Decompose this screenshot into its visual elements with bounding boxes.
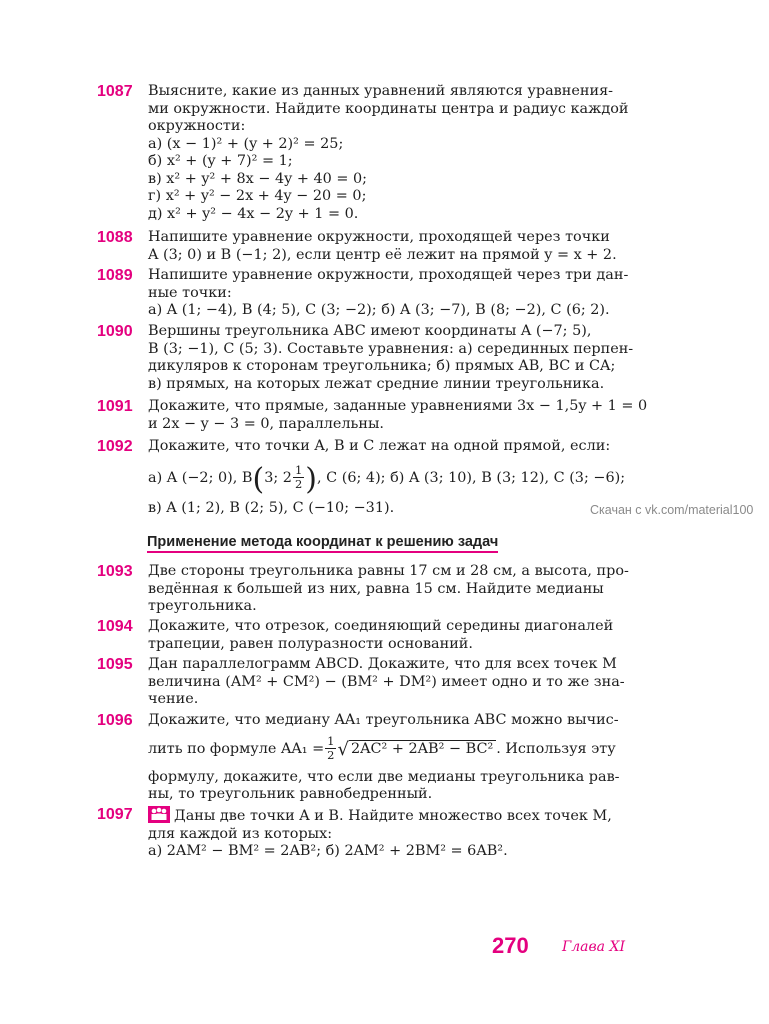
mixed-number-whole: 3; 2 [264, 469, 292, 486]
problem-text-line: Две стороны треугольника равны 17 см и 28 см, а высота, про- [148, 563, 629, 579]
watermark: Скачан с vk.com/material100 [590, 503, 754, 517]
problem-text-line: ные точки: [148, 284, 232, 301]
problem-text-line: Докажите, что отрезок, соединяющий середины диагоналей [148, 618, 614, 634]
option-prefix: а) A (−2; 0), B [148, 469, 253, 486]
problem-text-line: Дан параллелограмм ABCD. Докажите, что для всех точек M [148, 656, 617, 672]
problem-text-line [148, 734, 707, 765]
problem-text-line: ны, то треугольник равнобедренный. [148, 786, 433, 802]
problem-number: 1089 [97, 267, 133, 284]
problem-text-line: и 2x − y − 3 = 0, параллельны. [148, 415, 385, 432]
problem-text-line: дикуляров к сторонам треугольника; б) прямых AB, BC и CA; [148, 358, 616, 374]
problem-text-line: чение. [148, 691, 199, 707]
problem-text-line: треугольника. [148, 598, 257, 614]
problem-number: 1095 [97, 656, 133, 673]
close-paren: ) [305, 461, 317, 497]
problem-number: 1097 [97, 806, 133, 823]
problem-text-line: а) A (1; −4), B (4; 5), C (3; −2); б) A (3; −7), B (8; −2), C (6; 2). [148, 302, 610, 318]
sqrt-radicand: 2AC² + 2AB² − BC² [349, 740, 496, 757]
problem-1095 [97, 656, 707, 709]
fraction-numerator: 1 [294, 463, 303, 477]
problem-text-line: в) A (1; 2), B (2; 5), C (−10; −31). [148, 499, 395, 516]
problem-text-line: Напишите уравнение окружности, проходящей через точки [148, 229, 610, 245]
problem-text-line: в) прямых, на которых лежат средние линии треугольника. [148, 375, 605, 392]
problem-text-line: для каждой из которых: [148, 825, 333, 842]
problem-text-line: величина (AM² + CM²) − (BM² + DM²) имеет одно и то же зна- [148, 673, 625, 690]
fraction-numerator: 1 [327, 734, 335, 748]
problem-text-line: Напишите уравнение окружности, проходящей через три дан- [148, 267, 629, 283]
formula-prefix: лить по формуле AA₁ = [148, 740, 325, 757]
section-title: Применение метода координат к решению задач [147, 534, 498, 553]
problem-text-line: окружности: [148, 118, 246, 134]
problem-text-line: ми окружности. Найдите координаты центра и радиус каждой [148, 100, 629, 117]
fraction-denominator: 2 [294, 477, 303, 491]
problem-1090 [97, 323, 707, 393]
page-number: 270 [492, 933, 529, 958]
problem-number: 1087 [97, 83, 133, 100]
open-paren: ( [252, 461, 265, 497]
problem-text-line: Выясните, какие из данных уравнений являются уравнения- [148, 83, 614, 99]
problem-text-line: ведённая к большей из них, равна 15 см. Найдите медианы [148, 580, 604, 597]
problem-1093 [97, 563, 707, 616]
problem-number: 1096 [97, 712, 133, 729]
problem-1087 [97, 83, 707, 223]
problem-option-d: г) x² + y² − 2x + 4y − 20 = 0; [148, 188, 367, 204]
problem-option-b: б) x² + (y + 7)² = 1; [148, 153, 293, 169]
problem-text-line: трапеции, равен полуразности оснований. [148, 635, 473, 652]
problem-text-line: Докажите, что точки A, B и C лежат на одной прямой, если: [148, 438, 611, 454]
problem-1091 [97, 398, 707, 433]
formula-suffix: . Используя эту [496, 740, 616, 757]
fraction [293, 464, 304, 491]
problem-text-line [148, 461, 707, 497]
problem-option-c: в) x² + y² + 8x − 4y + 40 = 0; [148, 170, 367, 187]
problem-text-line: Докажите, что прямые, заданные уравнениями 3x − 1,5y + 1 = 0 [148, 398, 648, 414]
problem-number: 1091 [97, 398, 133, 415]
problem-number: 1090 [97, 323, 133, 340]
fraction [325, 735, 336, 762]
problem-1089 [97, 267, 707, 320]
group-work-icon [148, 806, 170, 823]
problem-1088 [97, 229, 707, 264]
problem-number: 1094 [97, 618, 133, 635]
fraction-denominator: 2 [327, 748, 335, 762]
problem-text: Даны две точки A и B. Найдите множество всех точек M, [174, 808, 612, 824]
option-suffix: , C (6; 4); б) A (3; 10), B (3; 12), C (3; −6); [316, 469, 626, 486]
sqrt-icon: √ [337, 738, 349, 760]
problem-text-line: Докажите, что медиану AA₁ треугольника ABC можно вычис- [148, 712, 619, 728]
chapter-label: Глава XI [562, 939, 625, 955]
problem-number: 1093 [97, 563, 133, 580]
problem-text-line: Вершины треугольника ABC имеют координаты A (−7; 5), [148, 323, 592, 339]
problem-1096 [97, 712, 707, 804]
problem-text-line [148, 806, 707, 826]
problem-option-a: а) (x − 1)² + (y + 2)² = 25; [148, 135, 344, 152]
problem-text-line: A (3; 0) и B (−1; 2), если центр её лежит на прямой y = x + 2. [148, 246, 617, 263]
problem-text-line: B (3; −1), C (5; 3). Составьте уравнения: а) серединных перпен- [148, 340, 634, 357]
problem-1094 [97, 618, 707, 653]
problem-option-e: д) x² + y² − 4x − 2y + 1 = 0. [148, 205, 359, 222]
problem-text-line: формулу, докажите, что если две медианы треугольника рав- [148, 768, 620, 785]
problem-number: 1092 [97, 438, 133, 455]
problem-number: 1088 [97, 229, 133, 246]
problem-1097 [97, 806, 707, 861]
problem-text-line: а) 2AM² − BM² = 2AB²; б) 2AM² + 2BM² = 6AB². [148, 843, 508, 859]
